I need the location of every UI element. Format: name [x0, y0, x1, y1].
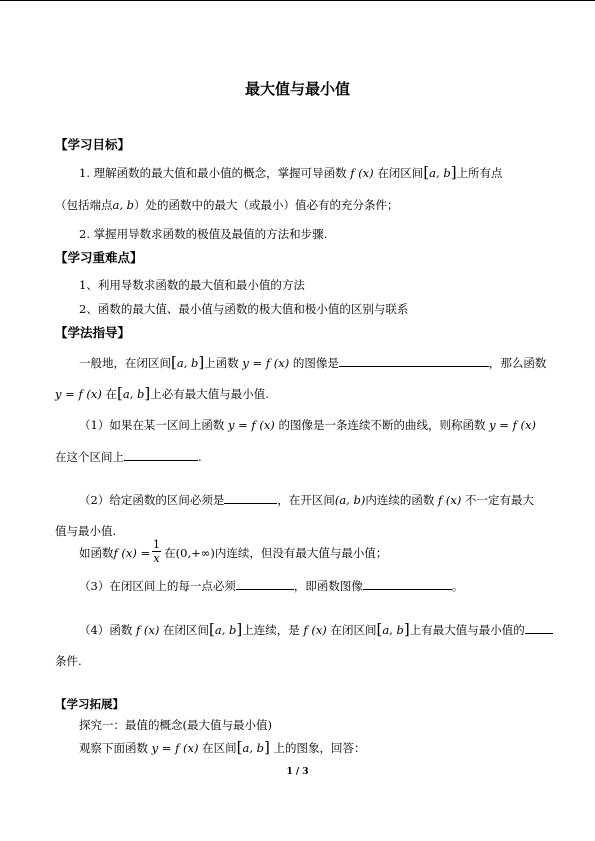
method-p2-eq: y = f (x)	[227, 418, 275, 432]
method-p6-fx-2: f (x)	[303, 623, 327, 637]
page-title: 最大值与最小值	[244, 80, 350, 98]
method-p1-text-c: 的图像是	[292, 356, 339, 370]
method-p1-text-a: 一般地，在闭区间	[79, 356, 171, 370]
method-p6-text-d: 在闭区间	[330, 623, 377, 637]
extension-text-a: 观察下面函数	[79, 741, 148, 755]
method-p5	[79, 578, 463, 593]
section-heading-method: 【学法指导】	[55, 325, 131, 340]
blank-interval-type[interactable]	[224, 492, 277, 504]
method-p3-text-a: （2）给定函数的区间必须是	[79, 493, 225, 507]
method-p1-line-2: y = f (x) 在[a, b]上必有最大值与最小值.	[55, 384, 269, 402]
goal-1-text-e: ）处的函数中的最大（或最小）值必有的充分条件；	[134, 198, 399, 212]
method-p2-text-b: 的图像是一条连续不断的曲线，则称函数	[278, 418, 486, 432]
top-rule	[0, 0, 595, 1]
extension-observe: 观察下面函数 y = f (x) 在区间[a, b] 上的图象，回答：	[79, 738, 366, 756]
method-p6-line-2: 条件.	[55, 654, 82, 668]
page-number: 1 / 3	[286, 767, 309, 777]
goal-1-line-1: 1. 理解函数的最大值和最小值的概念，掌握可导函数 f (x) 在闭区间[a, b]上所有点	[79, 163, 503, 181]
method-p4	[79, 546, 387, 560]
goal-1-interval: a, b	[429, 166, 451, 180]
method-p3-open-interval: (a, b)	[334, 493, 366, 507]
fraction-one-over-x	[152, 538, 161, 565]
goal-1-text-c: 上所有点	[456, 166, 503, 180]
section-heading-extension: 【学习拓展】	[55, 697, 124, 711]
blank-condition[interactable]	[525, 622, 553, 634]
extension-explore-1: 探究一：最值的概念(最大值与最小值)	[79, 718, 272, 732]
method-p4-text-b: 在	[164, 546, 176, 560]
extension-text-c: 上的图象，回答：	[273, 741, 366, 755]
method-p1-text-d: ，那么函数	[488, 356, 547, 370]
fraction-denominator: x	[153, 552, 160, 565]
goal-1-text: 1. 理解函数的最大值和最小值的概念，掌握可导函数	[79, 166, 347, 180]
method-p2-text-c: 在这个区间上	[55, 450, 124, 464]
method-p5-text-c: 。	[451, 579, 464, 593]
method-p6-line-1: （4）函数 f (x) 在闭区间[a, b]上连续，是 f (x) 在闭区间[a, b]上有最大值与最小值的	[79, 622, 553, 637]
method-p2-line-1	[79, 418, 536, 432]
method-p3-text-b: ，在开区间	[277, 493, 335, 507]
method-p2-text-a: （1）如果在某一区间上函数	[79, 418, 225, 432]
method-p5-text-a: （3）在闭区间上的每一点必须	[79, 579, 236, 593]
key-point-2: 2、函数的最大值、最小值与函数的极大值和极小值的区别与联系	[79, 302, 409, 316]
method-p6-text-c: 上连续，是	[242, 623, 300, 637]
goal-1-endpoints: a, b	[112, 198, 135, 212]
method-p1-line-1: 一般地，在闭区间[a, b]上函数 y = f (x) 的图像是 ，那么函数	[79, 353, 547, 371]
method-p6-text-a: （4）函数	[79, 623, 133, 637]
goal-1-line-2	[55, 198, 399, 212]
blank-every-point[interactable]	[236, 578, 294, 590]
goal-1-text-b: 在闭区间	[377, 166, 424, 180]
method-p4-text-a: 如函数	[79, 546, 114, 560]
method-p3-line-2: 值与最小值.	[55, 524, 117, 538]
goal-1-fx: f (x)	[350, 166, 374, 180]
extension-eq: y = f (x)	[151, 741, 199, 755]
method-p3-line-1	[79, 492, 534, 507]
fraction-numerator: 1	[153, 538, 160, 551]
method-p4-text-c: 内连续，但没有最大值与最小值；	[214, 546, 388, 560]
section-heading-key-points: 【学习重难点】	[55, 250, 143, 265]
method-p6-text-e: 上有最大值与最小值的	[409, 623, 525, 637]
method-p6-interval-2: a, b	[382, 623, 404, 637]
method-p1-interval-2: a, b	[122, 387, 145, 401]
method-p2-text-d: .	[198, 450, 202, 464]
blank-graph[interactable]	[363, 578, 452, 590]
goal-2: 2. 掌握用导数求函数的极值及最值的方法和步骤.	[79, 227, 328, 241]
method-p3-text-c: 内连续的函数	[365, 493, 435, 507]
key-point-1: 1、利用导数求函数的最大值和最小值的方法	[79, 278, 305, 292]
method-p1-interval: a, b	[176, 356, 199, 370]
method-p1-eq: y = f (x)	[242, 356, 290, 370]
blank-graph-property[interactable]	[339, 355, 489, 367]
extension-text-b: 在区间	[202, 741, 237, 755]
method-p1-text-f: 在	[105, 387, 117, 401]
extension-interval: a, b	[242, 741, 265, 755]
method-p2-eq-2: y = f (x)	[489, 418, 536, 432]
method-p4-interval: (0,+∞)	[175, 546, 215, 560]
method-p1-text-b: 上函数	[204, 356, 239, 370]
method-p3-fx: f (x)	[438, 493, 462, 507]
method-p1-eq-2: y = f (x)	[55, 387, 102, 401]
method-p6-text-b: 在闭区间	[163, 623, 210, 637]
method-p1-text-h: 上必有最大值与最小值.	[150, 387, 269, 401]
method-p5-text-b: ，即函数图像	[293, 579, 363, 593]
section-heading-goals: 【学习目标】	[55, 137, 131, 152]
method-p3-text-d: 不一定有最大	[465, 493, 535, 507]
method-p6-fx: f (x)	[135, 623, 160, 637]
blank-continuous[interactable]	[124, 449, 198, 461]
method-p4-fx: f (x) =	[113, 546, 151, 560]
goal-1-text-d: （包括端点	[55, 198, 113, 212]
method-p2-line-2	[55, 449, 202, 464]
method-p6-interval: a, b	[214, 623, 237, 637]
